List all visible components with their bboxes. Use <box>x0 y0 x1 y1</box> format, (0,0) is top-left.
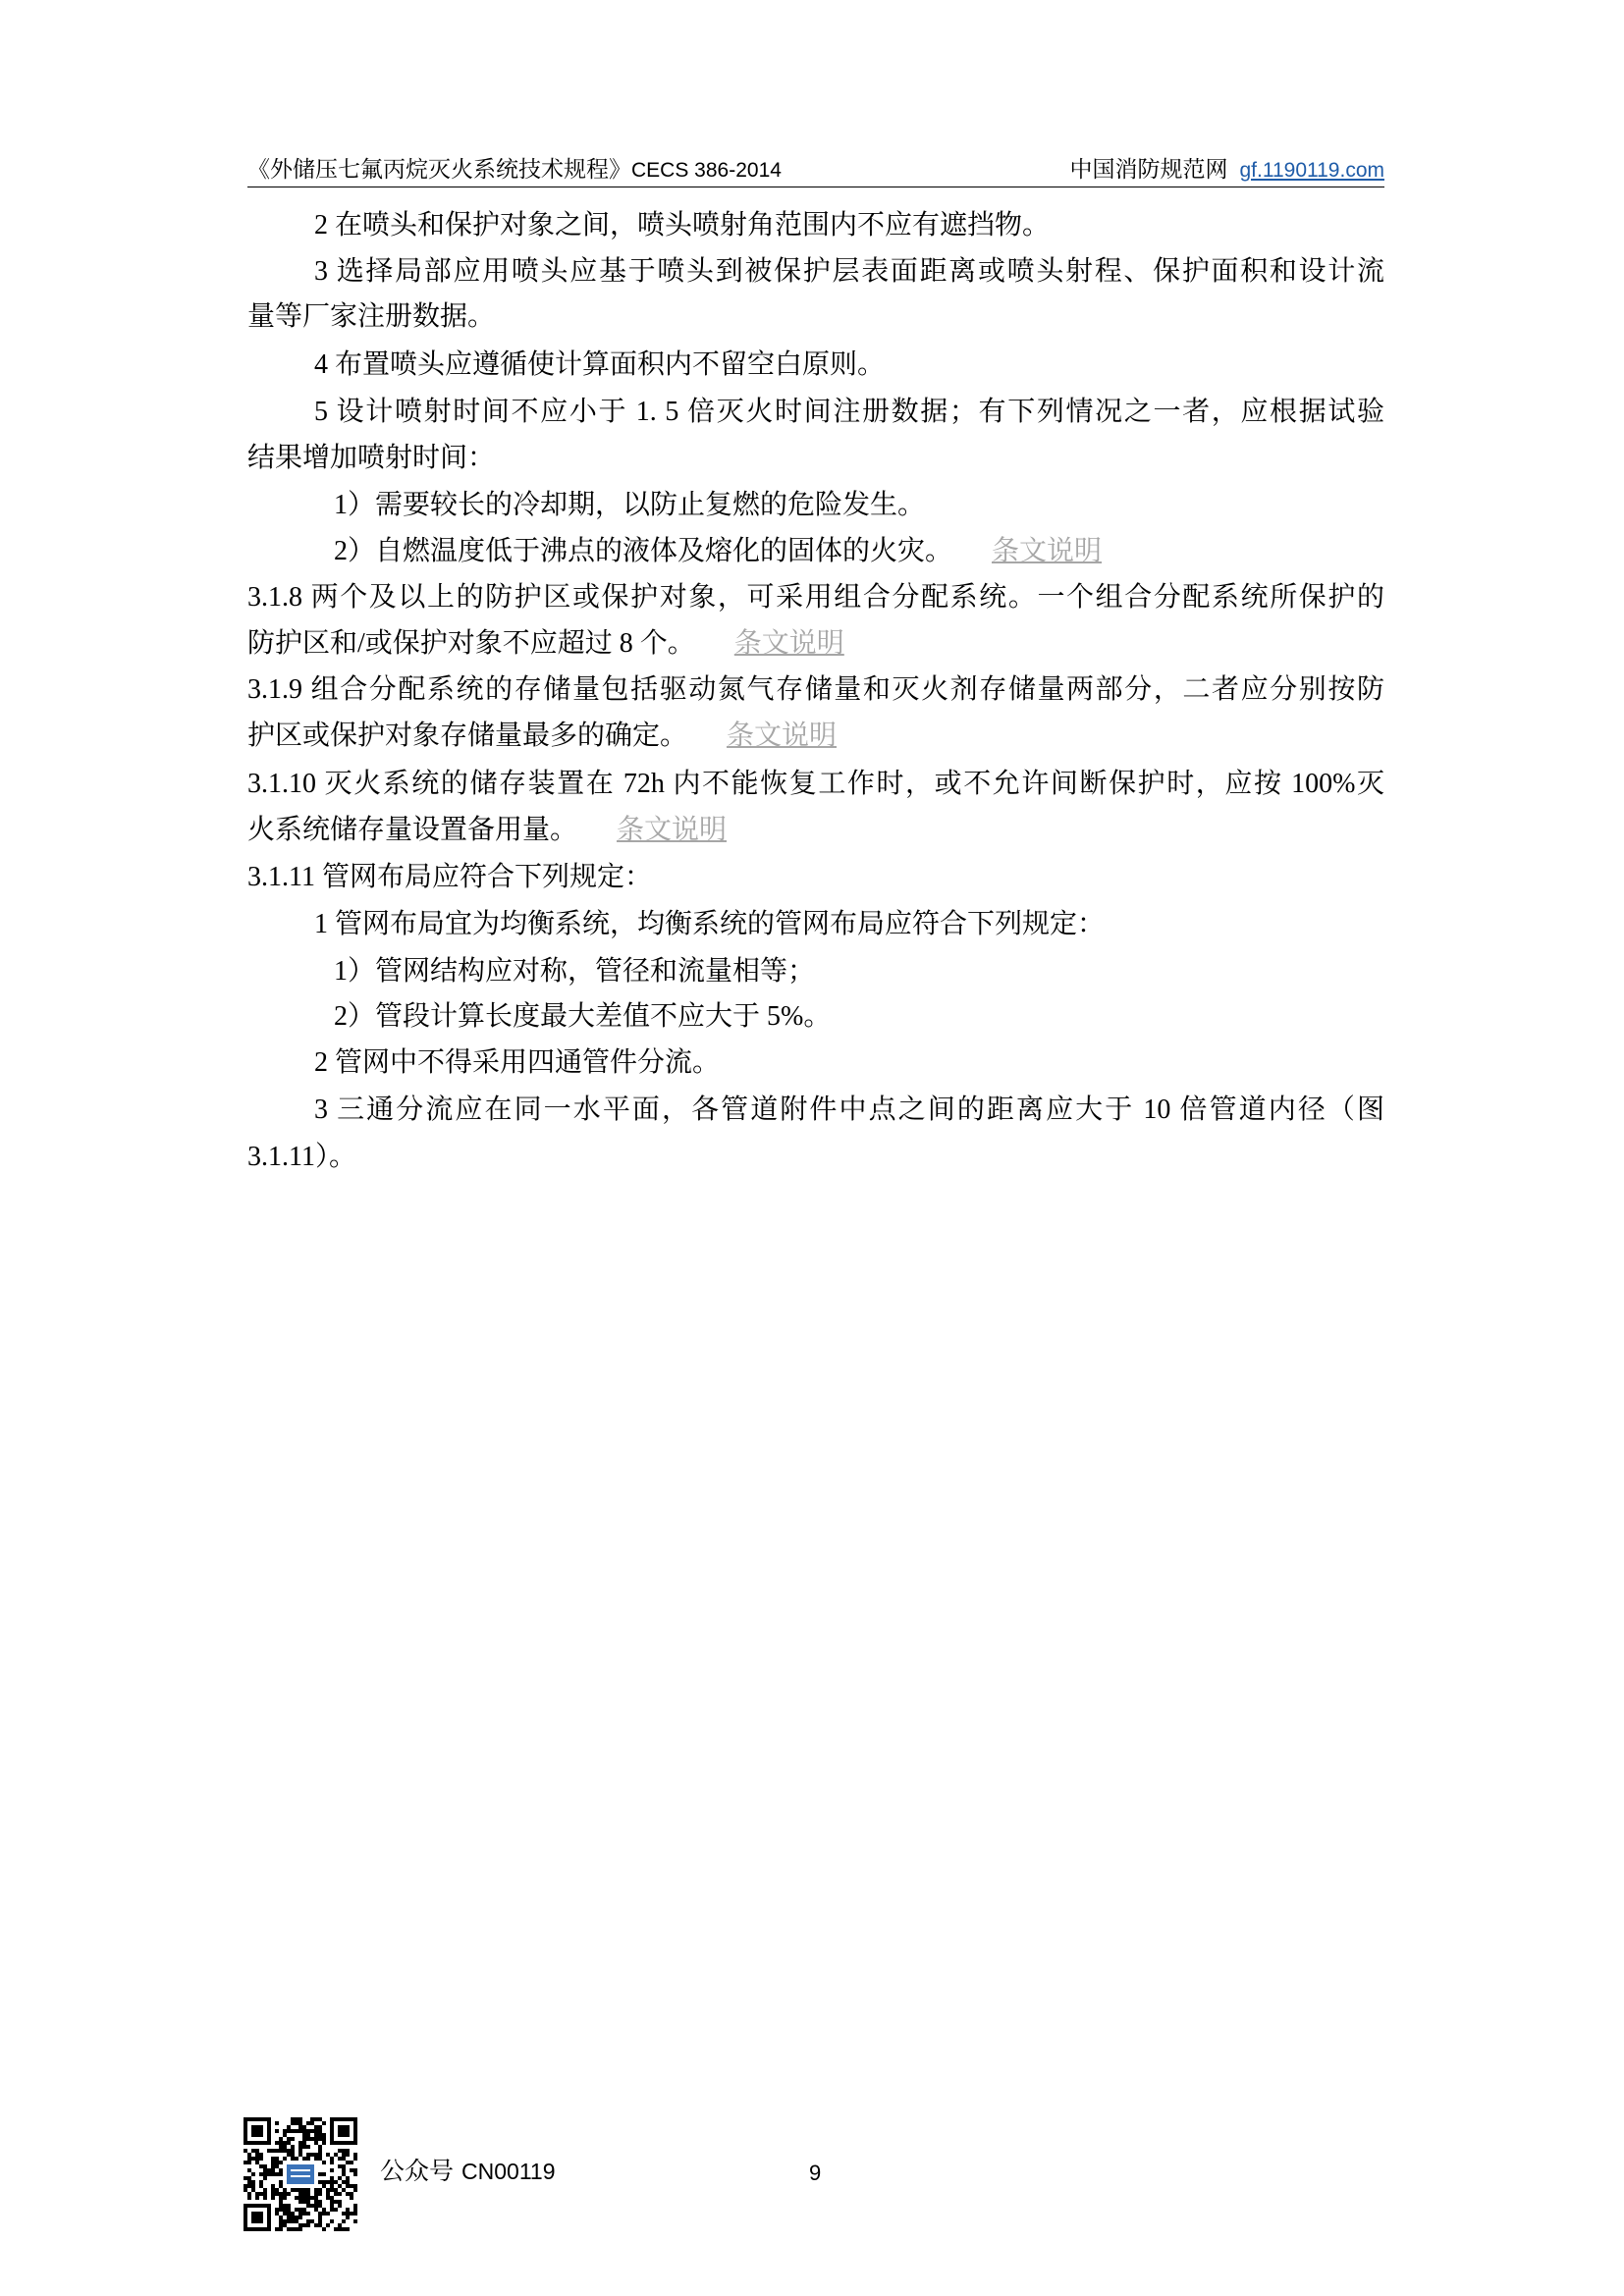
page-number: 9 <box>809 2161 822 2185</box>
item-2-line <box>314 206 1384 245</box>
line-text: 1）管网结构应对称，管径和流量相等； <box>334 956 816 987</box>
clause-3-1-10-line-2 <box>247 811 1384 850</box>
clause-3-1-11-heading <box>247 858 1384 897</box>
qr-logo-mark <box>291 2175 310 2177</box>
line-text: 2）管段计算长度最大差值不应大于 5%。 <box>334 1001 832 1032</box>
document-title: 《外储压七氟丙烷灭火系统技术规程》 <box>247 157 631 182</box>
item-5-sub-2-line <box>334 532 1384 571</box>
wechat-id: CN00119 <box>461 2159 556 2184</box>
clause-3-1-11-item-1-sub-2-line <box>334 997 1384 1037</box>
clause-3-1-11-item-2-line <box>314 1043 1384 1083</box>
standard-code: CECS 386-2014 <box>631 159 782 182</box>
qr-logo <box>287 2164 314 2184</box>
site-name: 中国消防规范网 <box>1069 157 1228 182</box>
item-4-line <box>314 346 1384 385</box>
line-text: 量等厂家注册数据。 <box>247 301 496 332</box>
line-text: 结果增加喷射时间： <box>247 443 496 473</box>
wechat-account <box>380 2156 556 2187</box>
line-text: 防护区和/或保护对象不应超过 8 个。 <box>247 628 695 659</box>
clause-explanation-link[interactable]: 条文说明 <box>727 721 838 751</box>
line-text: 4 布置喷头应遵循使计算面积内不留空白原则。 <box>314 349 886 380</box>
clause-3-1-11-item-1-line <box>314 905 1384 944</box>
line-text: 3.1.11 管网布局应符合下列规定： <box>247 862 652 892</box>
line-text: 3.1.9 组合分配系统的存储量包括驱动氮气存储量和灭火剂存储量两部分，二者应分别按防 <box>247 674 1384 705</box>
line-text: 3 三通分流应在同一水平面，各管道附件中点之间的距离应大于 10 倍管道内径（图 <box>314 1095 1384 1125</box>
clause-3-1-11-item-3-line-1 <box>314 1091 1384 1130</box>
clause-3-1-9-line-1 <box>247 670 1384 710</box>
site-url-link[interactable]: gf.1190119.com <box>1239 159 1384 182</box>
line-text: 3.1.11）。 <box>247 1142 356 1172</box>
line-text: 1 管网布局宜为均衡系统，均衡系统的管网布局应符合下列规定： <box>314 909 1106 939</box>
item-3-line-1 <box>314 252 1384 292</box>
line-text: 3.1.10 灭火系统的储存装置在 72h 内不能恢复工作时，或不允许间断保护时，应按 100%灭 <box>247 769 1384 799</box>
wechat-label: 公众号 <box>380 2159 455 2185</box>
line-text: 3.1.8 两个及以上的防护区或保护对象，可采用组合分配系统。一个组合分配系统所保护的 <box>247 582 1384 613</box>
line-text: 2）自燃温度低于沸点的液体及熔化的固体的火灾。 <box>334 536 953 566</box>
clause-3-1-8-line-2 <box>247 624 1384 664</box>
clause-explanation-link[interactable]: 条文说明 <box>733 628 844 659</box>
line-text: 2 管网中不得采用四通管件分流。 <box>314 1047 721 1078</box>
running-header-site <box>1070 155 1385 185</box>
clause-explanation-link[interactable]: 条文说明 <box>992 536 1103 566</box>
clause-3-1-8-line-1 <box>247 578 1384 617</box>
item-5-line-1 <box>314 393 1384 432</box>
qr-logo-mark <box>291 2169 310 2171</box>
clause-3-1-11-item-3-line-2 <box>247 1138 1384 1177</box>
line-text: 火系统储存量设置备用量。 <box>247 815 578 845</box>
line-text: 2 在喷头和保护对象之间，喷头喷射角范围内不应有遮挡物。 <box>314 210 1051 240</box>
line-text: 1）需要较长的冷却期，以防止复燃的危险发生。 <box>334 490 926 520</box>
line-text: 5 设计喷射时间不应小于 1. 5 倍灭火时间注册数据；有下列情况之一者，应根据试验 <box>314 397 1384 427</box>
item-3-line-2 <box>247 297 1384 337</box>
item-5-line-2 <box>247 439 1384 478</box>
clause-3-1-9-line-2 <box>247 717 1384 756</box>
running-header-title <box>247 155 782 185</box>
line-text: 护区或保护对象存储量最多的确定。 <box>247 721 688 751</box>
qr-code[interactable] <box>244 2117 357 2231</box>
clause-explanation-link[interactable]: 条文说明 <box>617 815 728 845</box>
clause-3-1-10-line-1 <box>247 765 1384 804</box>
clause-3-1-11-item-1-sub-1-line <box>334 952 1384 991</box>
item-5-sub-1-line <box>334 486 1384 525</box>
line-text: 3 选择局部应用喷头应基于喷头到被保护层表面距离或喷头射程、保护面积和设计流 <box>314 256 1384 287</box>
